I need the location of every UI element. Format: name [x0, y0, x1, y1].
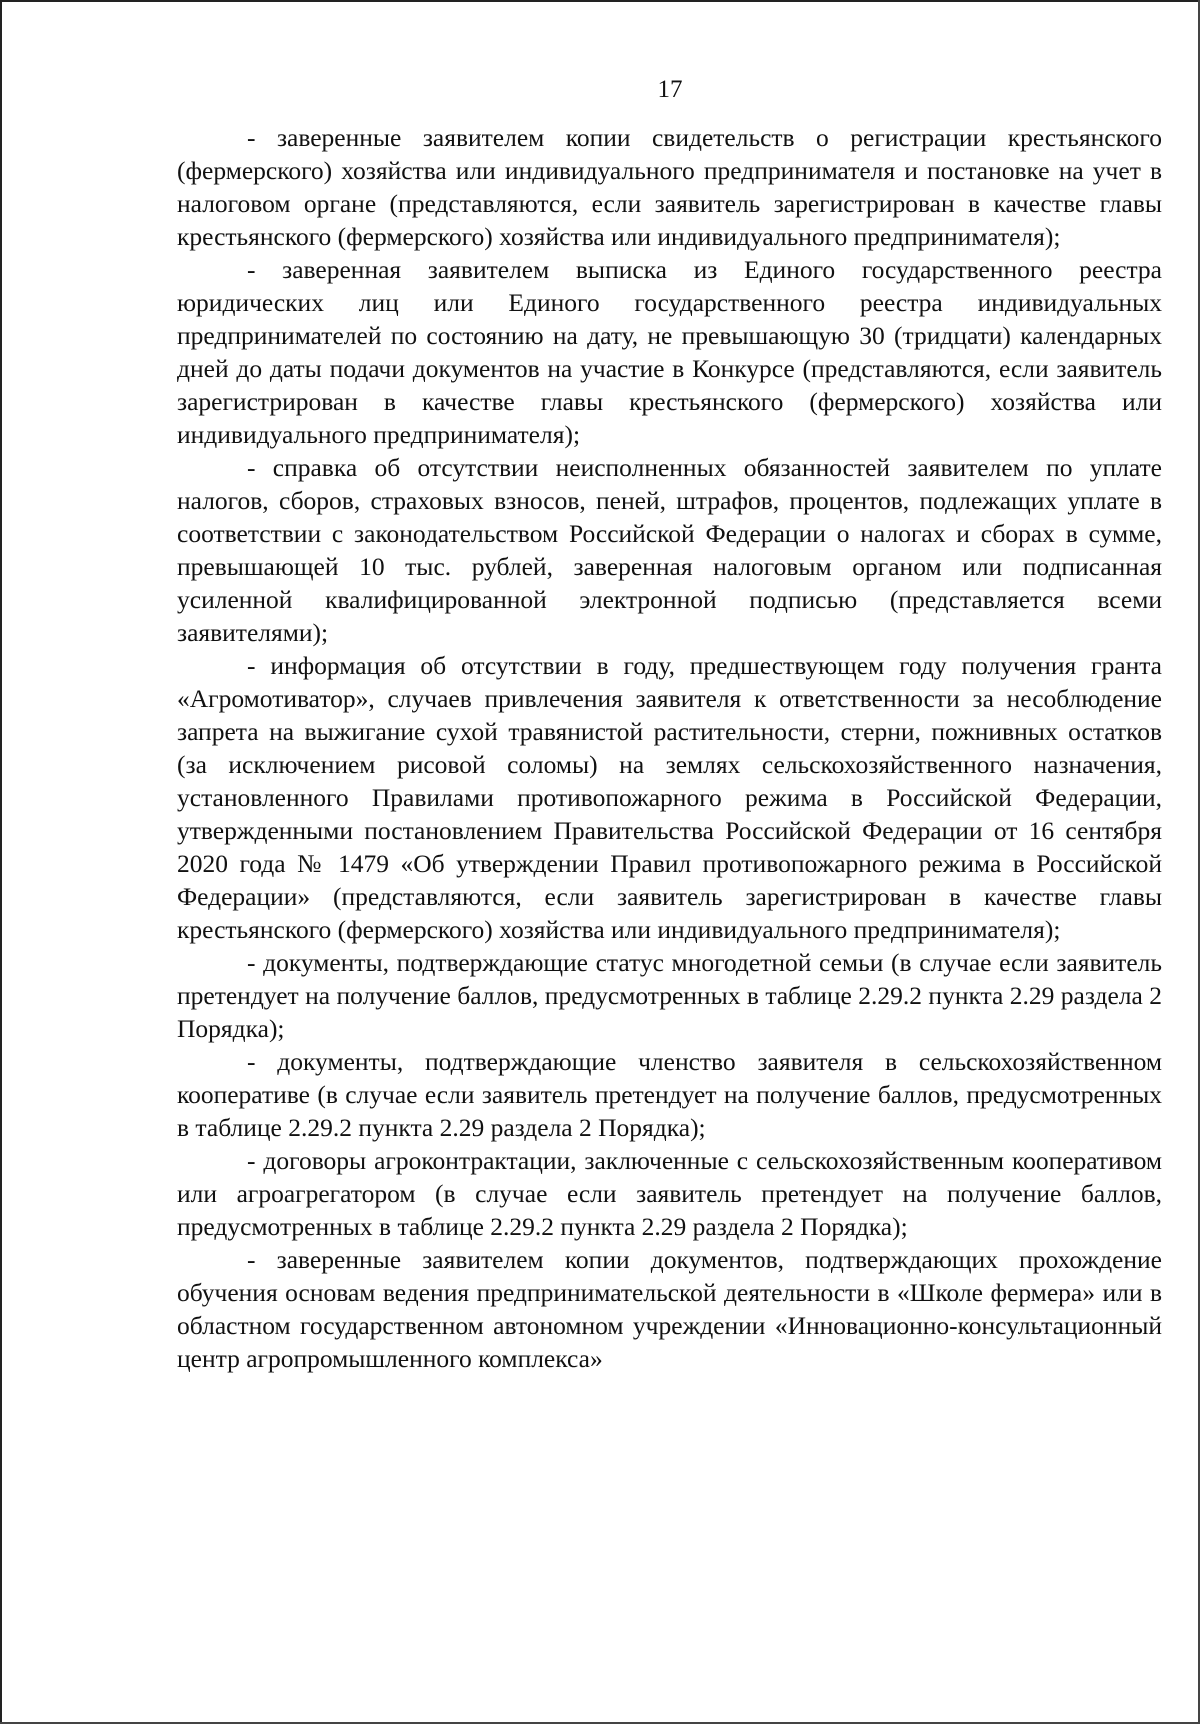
paragraph-cooperative-membership: - документы, подтверждающие членство заявителя в сельскохозяйственном кооперативе (в случае если заявитель претендует на получение баллов, предусмотренных в таблице 2.29.2 пункта 2.29 раздела 2 Порядка);: [177, 1047, 1162, 1142]
page-number: 17: [657, 76, 683, 103]
paragraph-large-family-documents: - документы, подтверждающие статус многодетной семьи (в случае если заявитель претендует на получение баллов, предусмотренных в таблице 2.29.2 пункта 2.29 раздела 2 Порядка);: [177, 948, 1162, 1043]
document-body: [177, 121, 1162, 1375]
paragraph-registration-certificates: - заверенные заявителем копии свидетельств о регистрации крестьянского (фермерского) хозяйства или индивидуального предпринимателя и постановке на учет в налоговом органе (представляются, если заявитель зарегистрирован в качестве главы крестьянского (фермерского) хозяйства или индивидуального предпринимателя);: [177, 123, 1162, 251]
paragraph-training-documents: - заверенные заявителем копии документов, подтверждающих прохождение обучения основам ведения предпринимательской деятельности в «Школе фермера» или в областном государственном автономном учреждении «Инновационно-консультационный центр агропромышленного комплекса»: [177, 1245, 1162, 1373]
scan-border-top: [0, 0, 1200, 2]
paragraph-tax-certificate: - справка об отсутствии неисполненных обязанностей заявителем по уплате налогов, сборов, страховых взносов, пеней, штрафов, процентов, подлежащих уплате в соответствии с законодательством Российской Федерации о налогах и сборах в сумме, превышающей 10 тыс. рублей, заверенная налоговым органом или подписанная усиленной квалифицированной электронной подписью (представляется всеми заявителями);: [177, 453, 1162, 647]
paragraph-agro-contracts: - договоры агроконтрактации, заключенные с сельскохозяйственным кооперативом или агроагрегатором (в случае если заявитель претендует на получение баллов, предусмотренных в таблице 2.29.2 пункта 2.29 раздела 2 Порядка);: [177, 1146, 1162, 1241]
scan-border-left: [0, 0, 2, 1724]
paragraph-registry-extract: - заверенная заявителем выписка из Единого государственного реестра юридических лиц или Единого государственного реестра индивидуальных предпринимателей по состоянию на дату, не превышающую 30 (тридцати) календарных дней до даты подачи документов на участие в Конкурсе (представляются, если заявитель зарегистрирован в качестве главы крестьянского (фермерского) хозяйства или индивидуального предпринимателя);: [177, 255, 1162, 449]
paragraph-fire-safety-information: - информация об отсутствии в году, предшествующем году получения гранта «Агромотиватор», случаев привлечения заявителя к ответственности за несоблюдение запрета на выжигание сухой травянистой растительности, стерни, пожнивных остатков (за исключением рисовой соломы) на землях сельскохозяйственного назначения, установленного Правилами противопожарного режима в Российской Федерации, утвержденными постановлением Правительства Российской Федерации от 16 сентября 2020 года № 1479 «Об утверждении Правил противопожарного режима в Российской Федерации» (представляются, если заявитель зарегистрирован в качестве главы крестьянского (фермерского) хозяйства или индивидуального предпринимателя);: [177, 651, 1162, 944]
